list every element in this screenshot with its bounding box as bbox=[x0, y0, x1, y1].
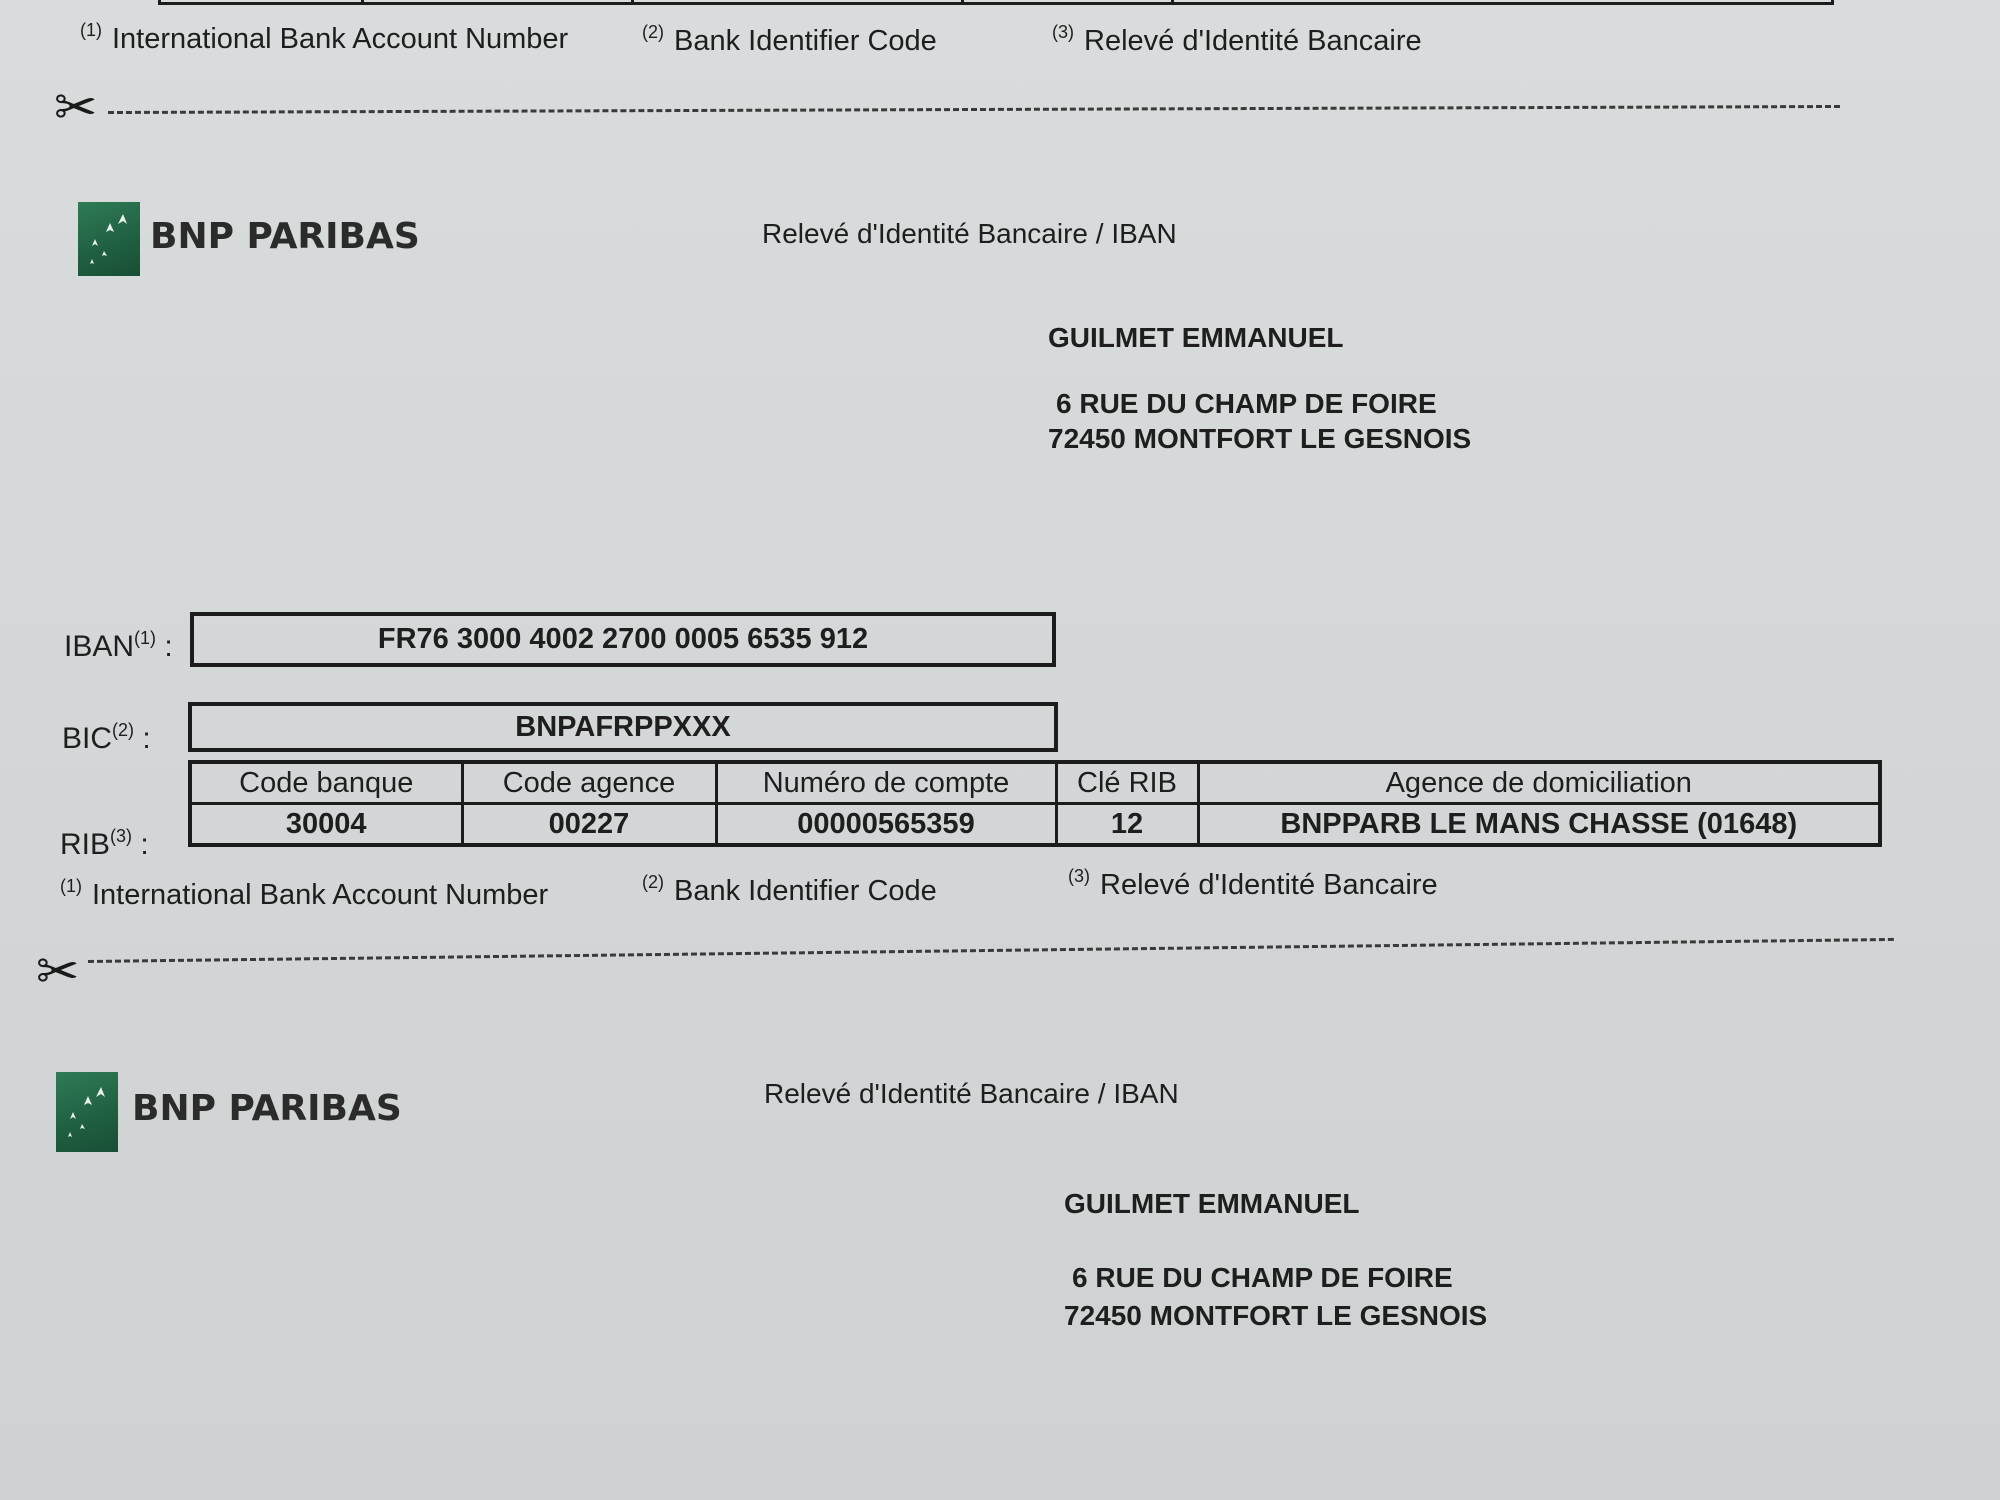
brand-name: BNP PARIBAS bbox=[132, 1088, 402, 1129]
footnote-bic: $^{(2)}$ Bank Identifier Code bbox=[642, 22, 937, 57]
brand-name: BNP PARIBAS bbox=[150, 216, 420, 257]
address-line-2: 72450 MONTFORT LE GESNOIS bbox=[1048, 423, 1472, 454]
iban-value: FR76 3000 4002 2700 0005 6535 912 bbox=[190, 612, 1056, 667]
bnp-logo-icon bbox=[78, 202, 140, 276]
rib-header-cell: Numéro de compte bbox=[716, 762, 1056, 804]
rib-header-cell: Code agence bbox=[462, 762, 716, 804]
rib-value-cell: 30004 bbox=[190, 804, 462, 846]
footnote-rib: $^{(3)}$ Relevé d'Identité Bancaire bbox=[1052, 22, 1422, 57]
iban-label: IBAN$^{(1)}$ : bbox=[64, 628, 173, 663]
footnote-rib: $^{(3)}$ Relevé d'Identité Bancaire bbox=[1068, 866, 1438, 901]
cut-line bbox=[108, 105, 1840, 114]
cut-line bbox=[88, 938, 1894, 963]
rib-header-cell: Agence de domiciliation bbox=[1198, 762, 1880, 804]
rib-table bbox=[188, 760, 1882, 847]
footnote-iban: $^{(1)}$ International Bank Account Number bbox=[80, 20, 569, 55]
rib-label: RIB$^{(3)}$ : bbox=[60, 826, 149, 861]
previous-rib-table-edge bbox=[158, 0, 1834, 5]
rib-value-cell: 00227 bbox=[462, 804, 716, 846]
footnote-iban: $^{(1)}$ International Bank Account Number bbox=[60, 876, 549, 911]
bic-value: BNPAFRPPXXX bbox=[188, 702, 1058, 752]
rib-value-cell: 00000565359 bbox=[716, 804, 1056, 846]
rib-value-cell: BNPPARB LE MANS CHASSE (01648) bbox=[1198, 804, 1880, 846]
bic-label: BIC$^{(2)}$ : bbox=[62, 720, 151, 755]
document-title: Relevé d'Identité Bancaire / IBAN bbox=[764, 1078, 1179, 1109]
rib-header-row bbox=[190, 762, 1880, 804]
address-line-2: 72450 MONTFORT LE GESNOIS bbox=[1064, 1300, 1488, 1331]
address-line-1: 6 RUE DU CHAMP DE FOIRE bbox=[1056, 388, 1437, 419]
account-holder-name: GUILMET EMMANUEL bbox=[1048, 322, 1344, 353]
scissors-icon: ✂ bbox=[54, 78, 98, 138]
rib-header-cell: Code banque bbox=[190, 762, 462, 804]
address-line-1: 6 RUE DU CHAMP DE FOIRE bbox=[1072, 1262, 1453, 1293]
bnp-logo-icon bbox=[56, 1072, 118, 1152]
scissors-icon: ✂ bbox=[36, 942, 80, 1002]
rib-header-cell: Clé RIB bbox=[1056, 762, 1198, 804]
document-title: Relevé d'Identité Bancaire / IBAN bbox=[762, 218, 1177, 249]
rib-value-row bbox=[190, 804, 1880, 846]
account-holder-name: GUILMET EMMANUEL bbox=[1064, 1188, 1360, 1219]
footnote-bic: $^{(2)}$ Bank Identifier Code bbox=[642, 872, 937, 907]
rib-value-cell: 12 bbox=[1056, 804, 1198, 846]
